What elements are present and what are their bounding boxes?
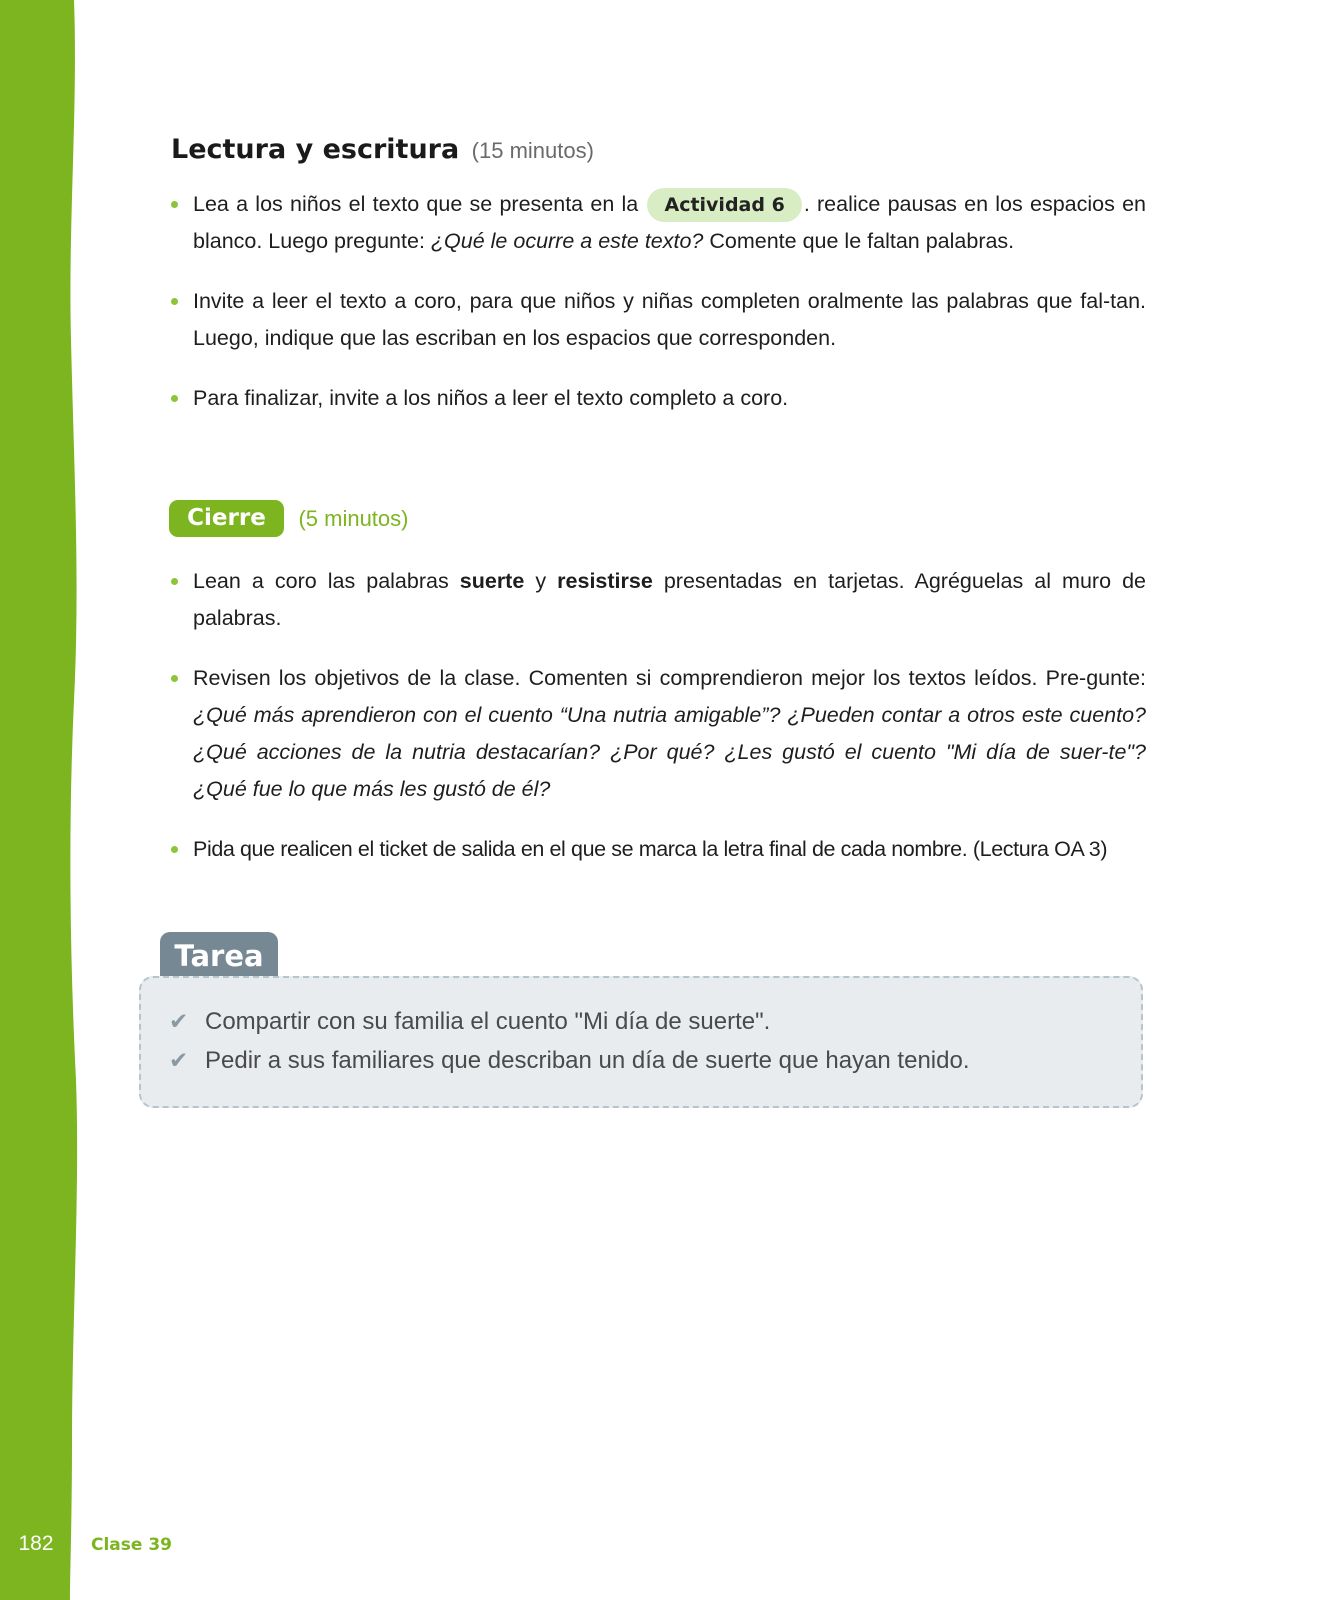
closing-list — [171, 563, 1146, 891]
list-item — [171, 831, 1146, 868]
list-item — [171, 660, 1146, 808]
item-questions: ¿Qué más aprendieron con el cuento “Una nutria amigable”? ¿Pueden contar a otros este cuento? ¿Qué acciones de la nutria destacarían? ¿Por qué? ¿Les gustó el cuento "Mi día de suer-te"? ¿Qué fue lo que más les gustó de él? — [193, 703, 1146, 801]
homework-text: Compartir con su familia el cuento "Mi día de suerte". — [205, 1008, 771, 1035]
checkmark-icon: ✔ — [169, 1008, 189, 1034]
reading-section-title: Lectura y escritura — [171, 134, 460, 165]
bullet-icon — [171, 675, 178, 682]
bullet-icon — [171, 201, 178, 208]
class-label: Clase 39 — [91, 1535, 172, 1555]
bullet-icon — [171, 578, 178, 585]
item-text: presentadas en tarjetas. Agréguelas al muro de palabras. — [193, 569, 1146, 630]
bullet-icon — [171, 395, 178, 402]
reading-list — [171, 186, 1146, 440]
item-text: Comente que le faltan palabras. — [709, 229, 1015, 253]
item-text: Pida que realicen el ticket de salida en el que se marca la letra final de cada nombre. (Lectura OA 3) — [193, 837, 1108, 861]
page-side-band — [0, 0, 82, 1600]
homework-title: Tarea — [160, 932, 278, 980]
activity-badge: Actividad 6 — [647, 188, 801, 222]
homework-item — [169, 1041, 1113, 1080]
item-text: Lean a coro las palabras — [193, 569, 449, 593]
item-text: Revisen los objetivos de la clase. Comenten si comprendieron mejor los textos leídos. Pre-gunte: — [193, 666, 1146, 690]
homework-box — [139, 976, 1143, 1108]
list-item — [171, 186, 1146, 260]
checkmark-icon: ✔ — [169, 1047, 189, 1073]
keyword: resistirse — [557, 569, 653, 593]
closing-section-heading — [169, 500, 409, 537]
item-question: ¿Qué le ocurre a este texto? — [430, 229, 704, 253]
item-text: Para finalizar, invite a los niños a leer el texto completo a coro. — [193, 386, 789, 410]
page-number: 182 — [18, 1532, 54, 1555]
item-text: y — [535, 569, 547, 593]
keyword: suerte — [459, 569, 525, 593]
closing-duration: (5 minutos) — [298, 505, 409, 531]
reading-section-heading — [171, 134, 594, 165]
homework-text: Pedir a sus familiares que describan un día de suerte que hayan tenido. — [205, 1047, 970, 1074]
list-item — [171, 283, 1146, 357]
reading-section-duration: (15 minutos) — [471, 138, 594, 163]
item-text: Invite a leer el texto a coro, para que niños y niñas completen oralmente las palabras que fal-tan. Luego, indique que las escriban en los espacios que corresponden. — [193, 289, 1146, 350]
list-item — [171, 380, 1146, 417]
list-item — [171, 563, 1146, 637]
closing-label: Cierre — [169, 500, 284, 537]
bullet-icon — [171, 298, 178, 305]
bullet-icon — [171, 846, 178, 853]
item-text: Lea a los niños el texto que se presenta en la — [193, 192, 639, 216]
homework-item — [169, 1002, 1113, 1041]
item-text: . realice pausas en los espacios en blanco. Luego pregunte: — [193, 192, 1146, 253]
